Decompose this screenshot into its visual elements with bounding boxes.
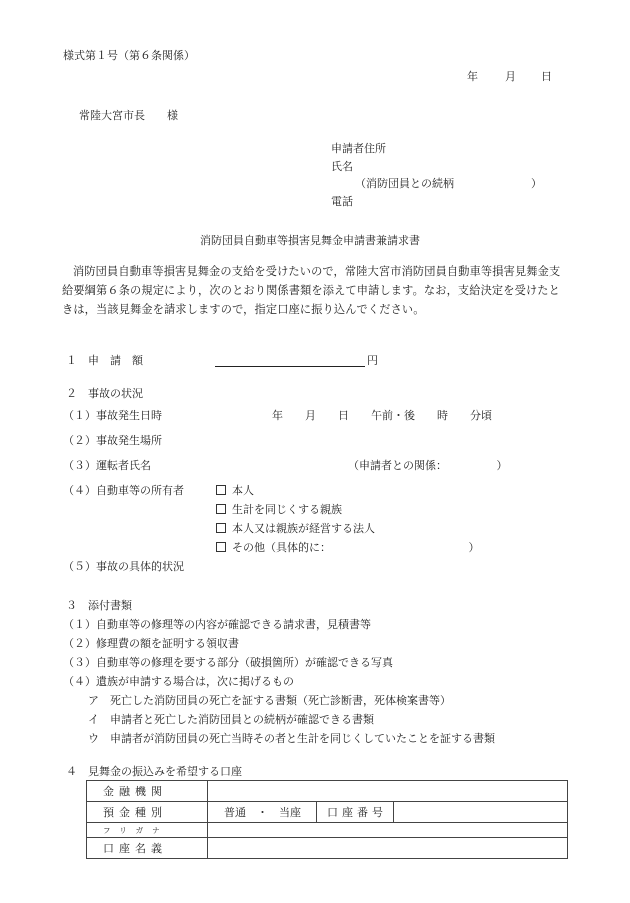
owner-option-corporation: [216, 520, 375, 536]
applicant-relation-label: （消防団員との続柄 ）: [355, 177, 542, 190]
section4-heading: ４ 見舞金の振込みを希望する口座: [66, 765, 242, 778]
account-number-field: [394, 802, 568, 823]
checkbox-icon: [216, 485, 226, 495]
section1-label: １ 申 請 額: [66, 354, 143, 367]
applicant-address-label: 申請者住所: [331, 142, 386, 155]
bank-name-label: 金融機関: [87, 781, 208, 802]
furigana-field: [208, 823, 568, 838]
section1-unit: 円: [367, 354, 378, 367]
date-day: 日: [541, 70, 552, 83]
account-holder-field: [208, 838, 568, 859]
checkbox-icon: [216, 504, 226, 514]
date-year: 年: [467, 70, 478, 83]
bank-name-field: [208, 781, 568, 802]
attachment-item: （４）遺族が申請する場合は，次に掲げるもの: [63, 675, 294, 688]
driver-relation-field: （申請者との関係： ）: [348, 459, 508, 472]
owner-option-label: 生計を同じくする親族: [232, 503, 342, 516]
section3-heading: ３ 添付書類: [66, 599, 132, 612]
checkbox-icon: [216, 542, 226, 552]
attachment-item: （１）自動車等の修理等の内容が確認できる請求書，見積書等: [63, 618, 371, 631]
deposit-type-label: 預金種別: [87, 802, 208, 823]
account-holder-label: 口座名義: [87, 838, 208, 859]
driver-name-label: （３）運転者氏名: [63, 459, 151, 472]
attachment-sub-item: ア 死亡した消防団員の死亡を証する書類（死亡診断書，死体検案書等）: [88, 694, 451, 707]
owner-label: （４）自動車等の所有者: [63, 484, 184, 497]
attachment-sub-item: ウ 申請者が消防団員の死亡当時その者と生計を同じくしていたことを証する書類: [88, 732, 495, 745]
applicant-name-label: 氏名: [331, 160, 353, 173]
owner-option-label: その他（具体的に： ）: [232, 541, 480, 554]
owner-option-self: [216, 482, 254, 498]
table-row: [87, 838, 568, 859]
applicant-phone-label: 電話: [331, 195, 353, 208]
table-row: [87, 802, 568, 823]
bank-account-table: [86, 780, 568, 859]
attachment-item: （３）自動車等の修理を要する部分（破損箇所）が確認できる写真: [63, 656, 393, 669]
owner-option-label: 本人: [232, 484, 254, 497]
form-number: 様式第１号（第６条関係）: [63, 49, 195, 62]
attachment-sub-item: イ 申請者と死亡した消防団員との続柄が確認できる書類: [88, 713, 374, 726]
document-title: 消防団員自動車等損害見舞金申請書兼請求書: [200, 234, 420, 247]
table-row: [87, 781, 568, 802]
accident-details-label: （５）事故の具体的状況: [63, 560, 184, 573]
section2-heading: ２ 事故の状況: [66, 387, 143, 400]
owner-option-other: [216, 539, 480, 555]
checkbox-icon: [216, 523, 226, 533]
accident-place-label: （２）事故発生場所: [63, 434, 162, 447]
accident-datetime-label: （１）事故発生日時: [63, 409, 162, 422]
furigana-label: フリガナ: [87, 823, 208, 838]
intro-paragraph: 消防団員自動車等損害見舞金の支給を受けたいので，常陸大宮市消防団員自動車等損害見舞金支給要綱第６条の規定により，次のとおり関係書類を添えて申請します。なお，支給決定を受けたときは，当該見舞金を請求しますので，指定口座に振り込んでください。: [62, 265, 561, 316]
owner-option-relative: [216, 501, 342, 517]
owner-option-label: 本人又は親族が経営する法人: [232, 522, 375, 535]
addressee: 常陸大宮市長 様: [79, 109, 178, 122]
attachment-item: （２）修理費の額を証明する領収書: [63, 637, 239, 650]
account-number-label: 口座番号: [317, 802, 394, 823]
deposit-type-value: 普通 ・ 当座: [208, 802, 317, 823]
accident-datetime-fields: 年 月 日 午前・後 時 分頃: [272, 409, 492, 422]
date-month: 月: [505, 70, 516, 83]
amount-blank: [215, 366, 365, 367]
table-row: [87, 823, 568, 838]
